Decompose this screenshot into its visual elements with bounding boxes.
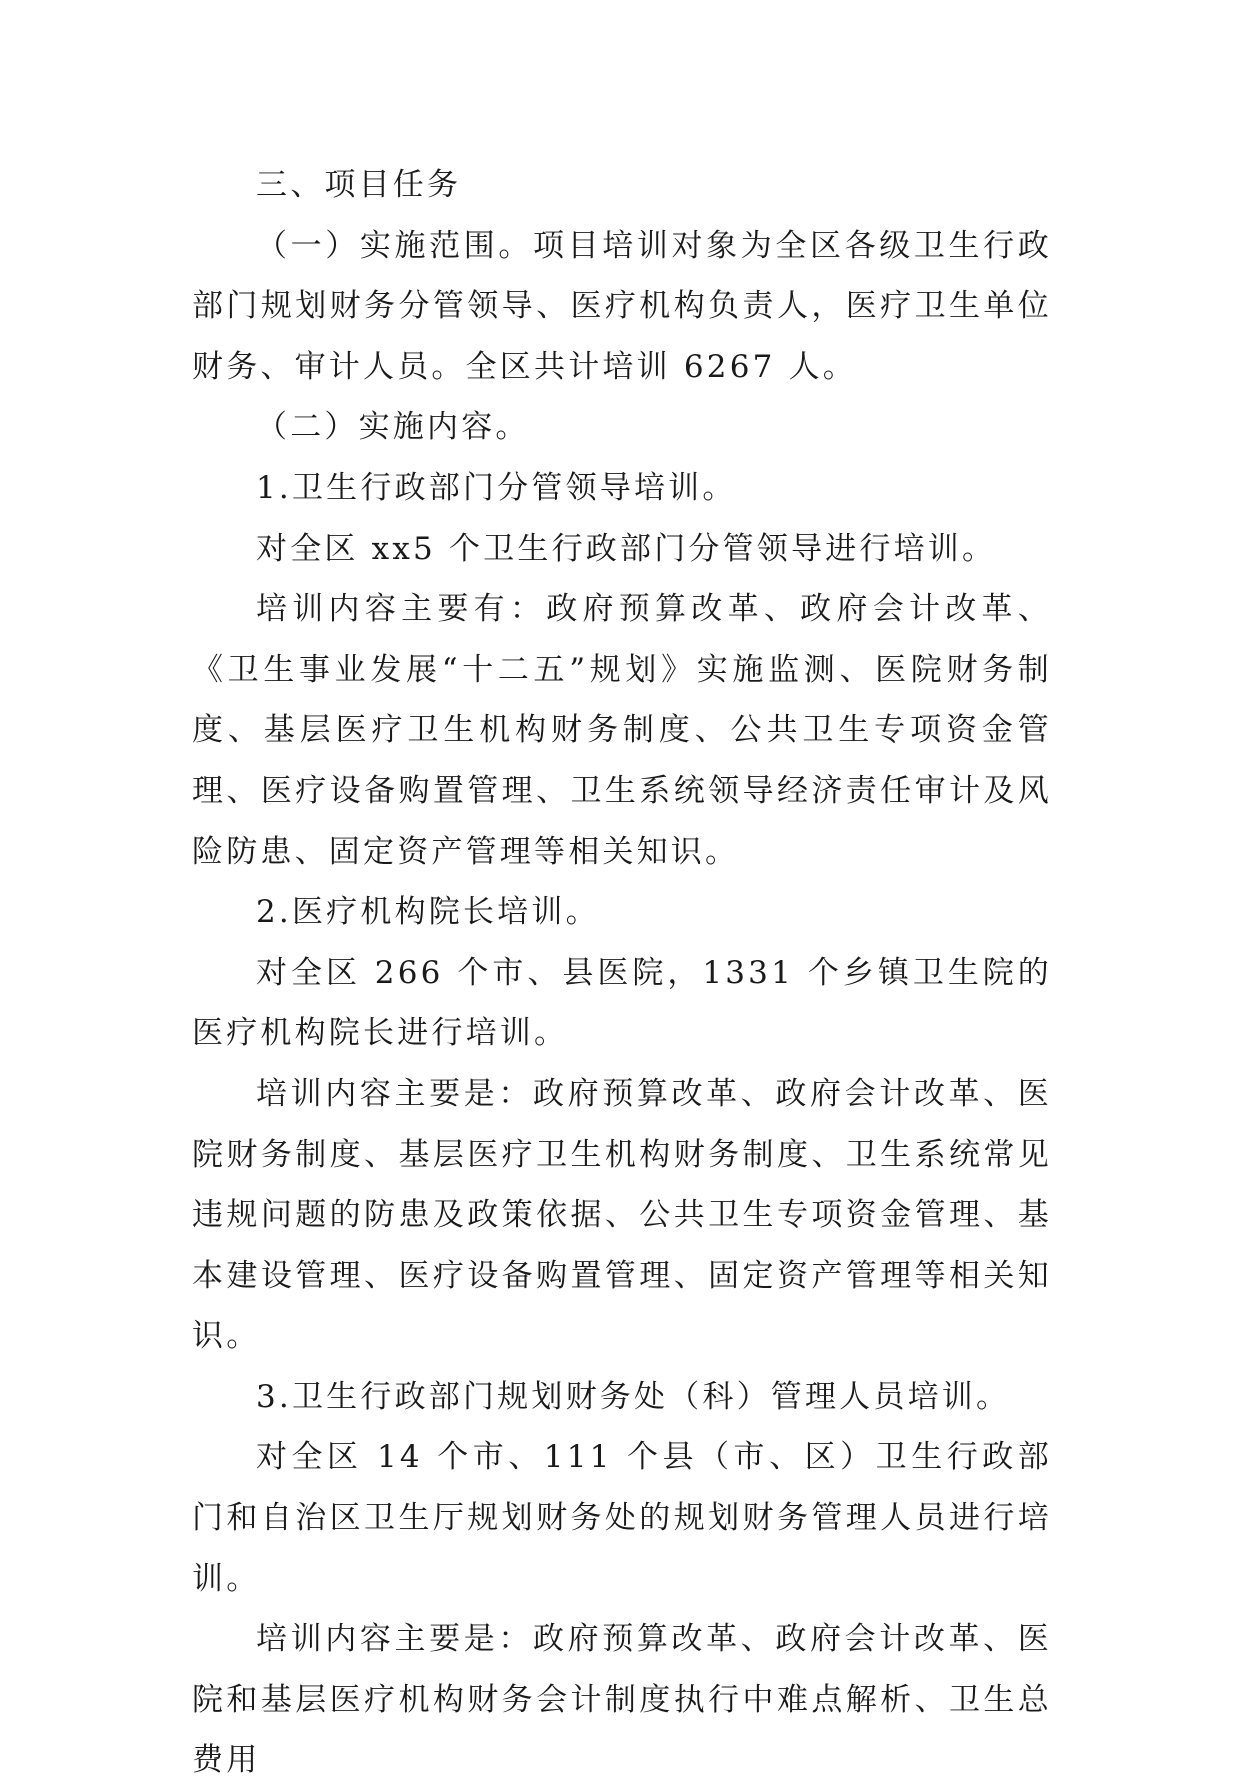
paragraph-scope: （一）实施范围。项目培训对象为全区各级卫生行政部门规划财务分管领导、医疗机构负责人，医疗卫生单位财务、审计人员。全区共计培训 6267 人。 <box>192 227 1052 385</box>
section-heading: 三、项目任务 <box>256 167 462 203</box>
item-2-heading: 2.医疗机构院长培训。 <box>256 894 600 931</box>
paragraph-content-heading: （二）实施内容。 <box>256 409 530 446</box>
item-1-target: 对全区 xx5 个卫生行政部门分管领导进行培训。 <box>256 530 997 567</box>
document-body <box>192 155 1052 1791</box>
item-2-target: 对全区 266 个市、县医院，1331 个乡镇卫生院的医疗机构院长进行培训。 <box>192 954 1052 1052</box>
item-1-content: 培训内容主要有：政府预算改革、政府会计改革、《卫生事业发展“十二五”规划》实施监测、医院财务制度、基层医疗卫生机构财务制度、公共卫生专项资金管理、医疗设备购置管理、卫生系统领导经济责任审计及风险防患、固定资产管理等相关知识。 <box>192 591 1052 870</box>
item-3-content: 培训内容主要是：政府预算改革、政府会计改革、医院和基层医疗机构财务会计制度执行中难点解析、卫生总费用 <box>192 1621 1052 1779</box>
item-3-heading: 3.卫生行政部门规划财务处（科）管理人员培训。 <box>256 1378 1011 1415</box>
item-1-heading: 1.卫生行政部门分管领导培训。 <box>256 469 737 506</box>
item-2-content: 培训内容主要是：政府预算改革、政府会计改革、医院财务制度、基层医疗卫生机构财务制度、卫生系统常见违规问题的防患及政策依据、公共卫生专项资金管理、基本建设管理、医疗设备购置管理、固定资产管理等相关知识。 <box>192 1075 1052 1355</box>
item-3-target: 对全区 14 个市、111 个县（市、区）卫生行政部门和自治区卫生厅规划财务处的规划财务管理人员进行培训。 <box>192 1439 1052 1597</box>
